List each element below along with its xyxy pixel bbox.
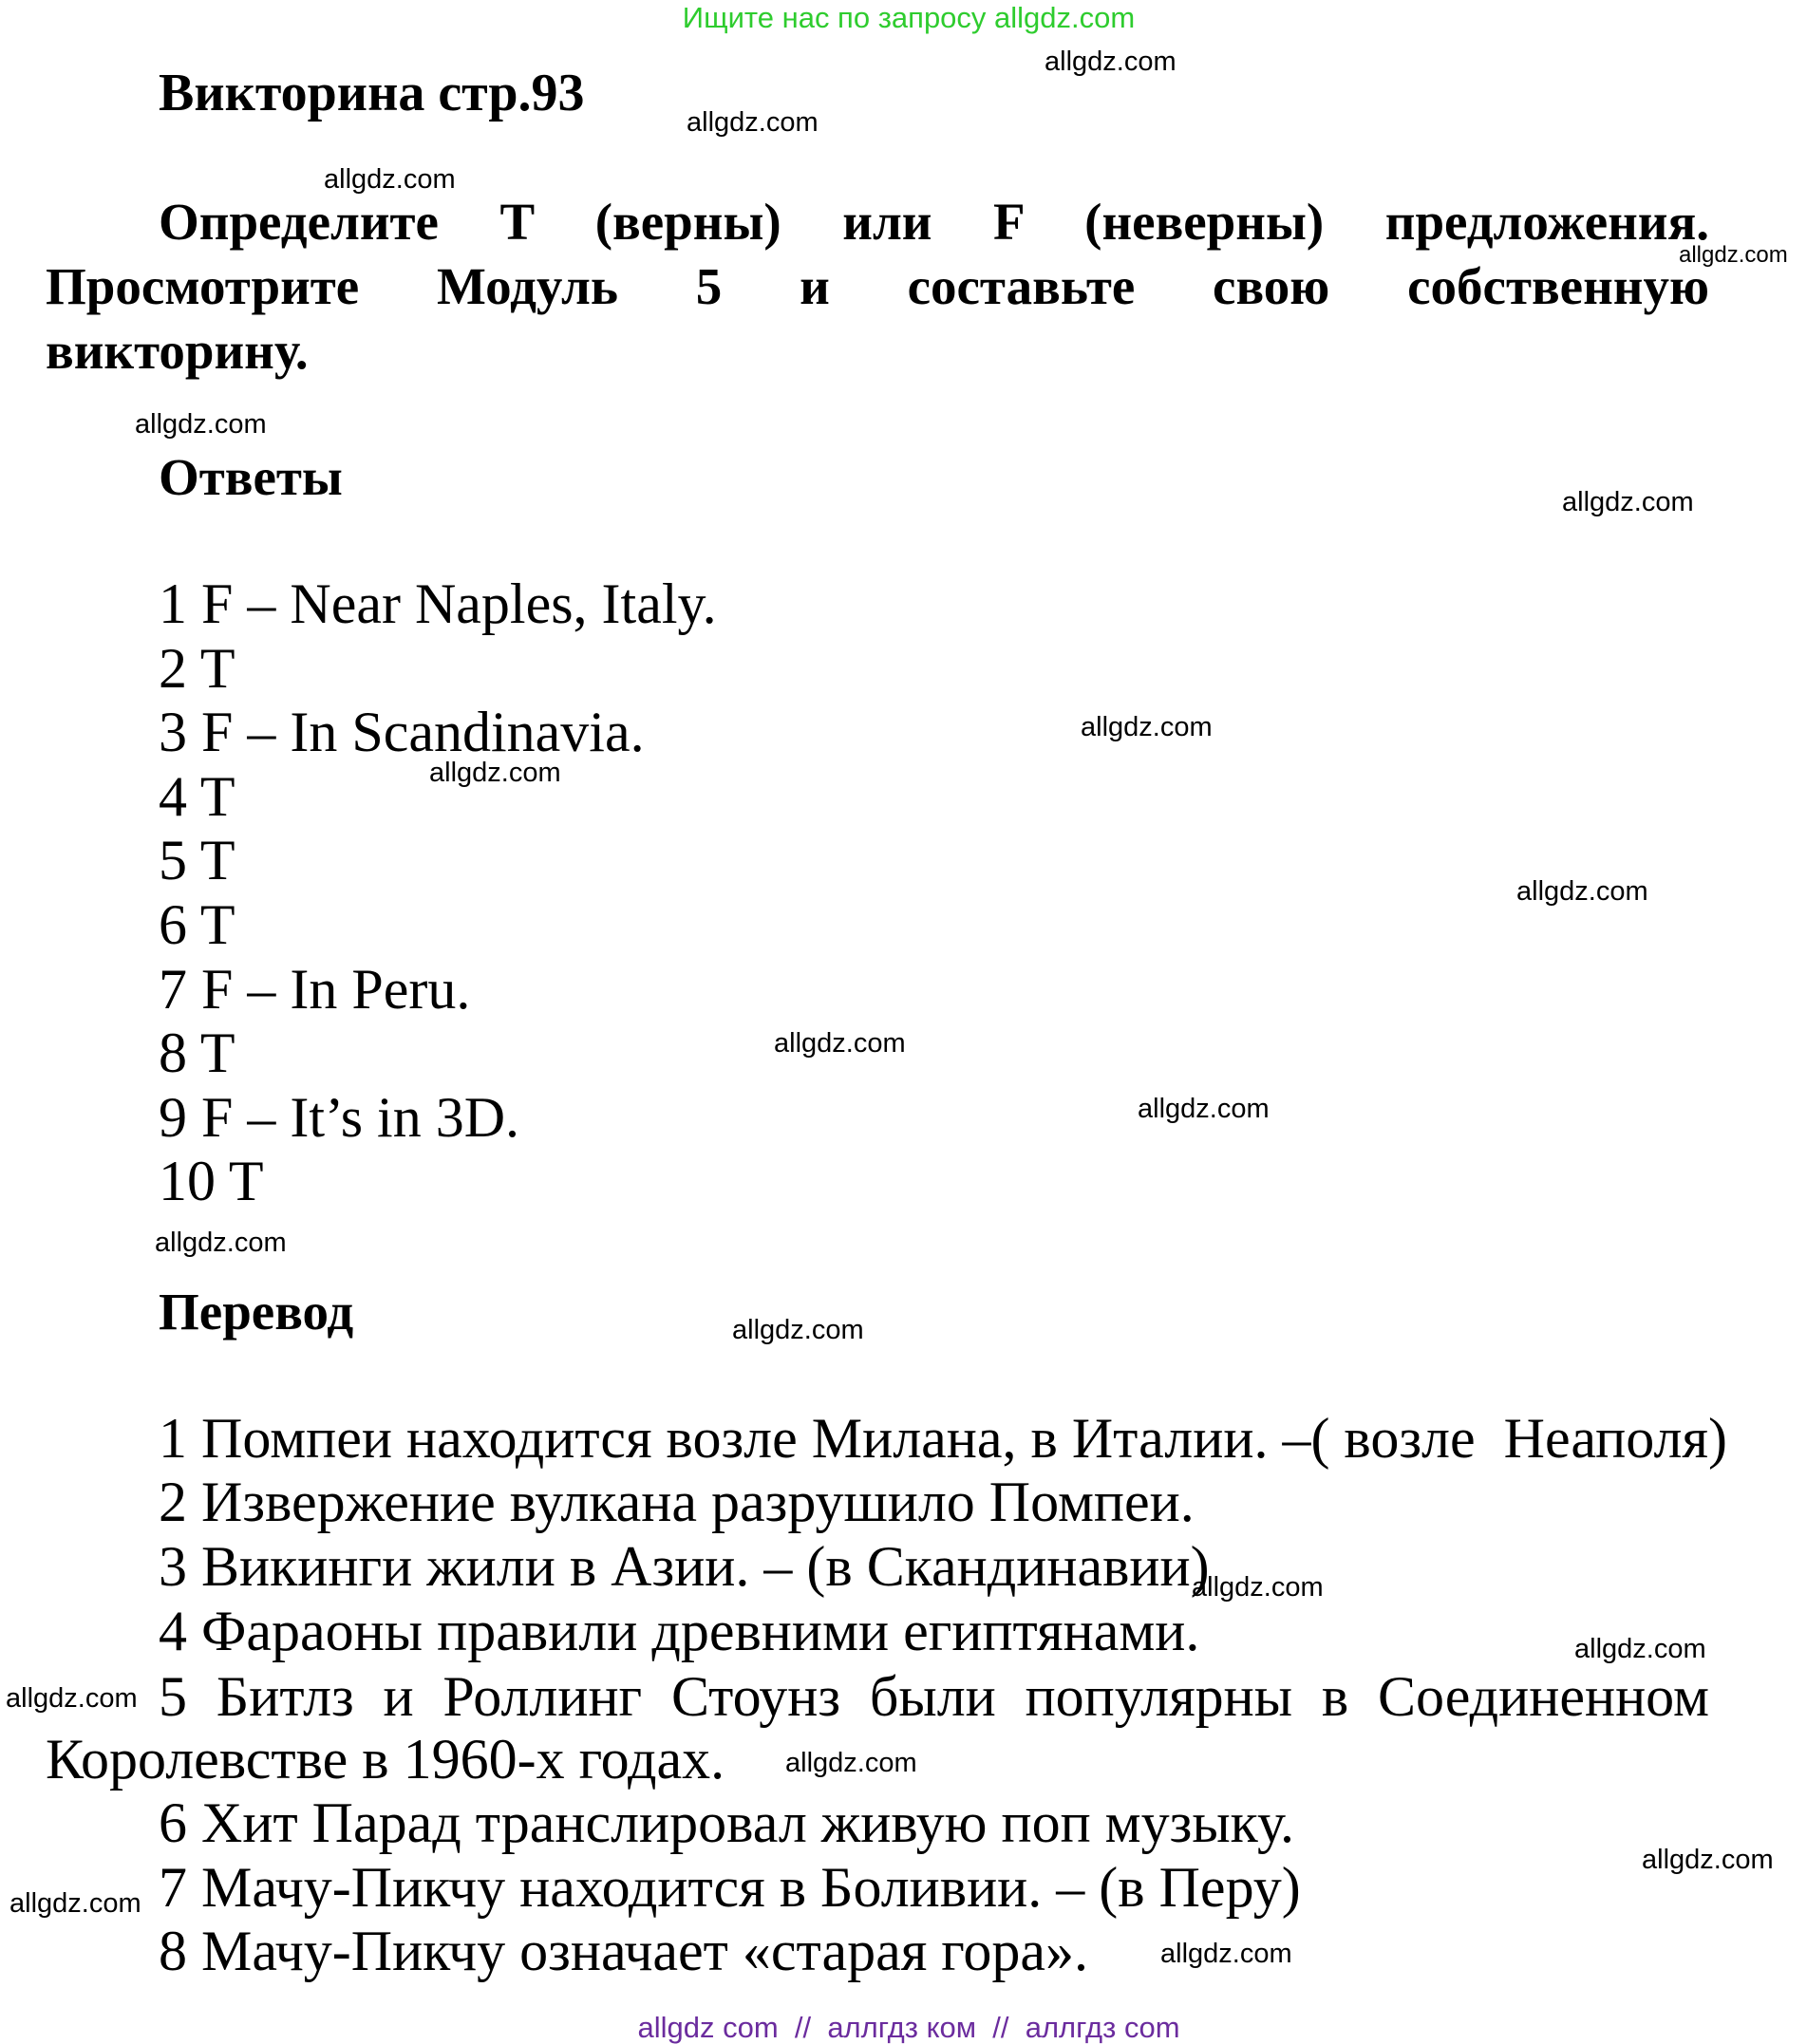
translation-item: 2 Извержение вулкана разрушило Помпеи.: [159, 1471, 1195, 1533]
answer-item: 4 T: [159, 765, 235, 828]
answer-item: 8 T: [159, 1022, 235, 1084]
answer-item: 10 T: [159, 1150, 264, 1212]
answer-item: 6 T: [159, 893, 235, 956]
watermark: allgdz.com: [1574, 1634, 1706, 1664]
instruction-line-2: Просмотрите Модуль 5 и составьте свою собственную: [46, 257, 1709, 315]
translation-item: 7 Мачу-Пикчу находится в Боливии. – (в Перу): [159, 1856, 1301, 1919]
watermark: allgdz.com: [1516, 876, 1648, 907]
translation-item: 6 Хит Парад транслировал живую поп музыку.: [159, 1791, 1294, 1854]
translation-item: 3 Викинги жили в Азии. – (в Скандинавии): [159, 1535, 1210, 1598]
watermark: allgdz.com: [1160, 1939, 1292, 1969]
answer-item: 7 F – In Peru.: [159, 958, 471, 1021]
translation-item: 4 Фараоны правили древними египтянами.: [159, 1600, 1200, 1662]
answers-heading: Ответы: [159, 448, 343, 506]
top-banner-link[interactable]: Ищите нас по запросу allgdz.com: [682, 1, 1136, 34]
watermark: allgdz.com: [155, 1228, 287, 1258]
watermark: allgdz.com: [324, 164, 456, 195]
watermark: allgdz.com: [774, 1028, 906, 1059]
watermark: allgdz.com: [429, 758, 561, 788]
watermark: allgdz.com: [1081, 712, 1213, 742]
watermark: allgdz.com: [9, 1888, 141, 1919]
watermark: allgdz.com: [1562, 487, 1694, 517]
watermark: allgdz.com: [687, 107, 819, 138]
answer-item: 1 F – Near Naples, Italy.: [159, 572, 717, 635]
watermark: allgdz.com: [732, 1315, 864, 1345]
translation-item: 5 Битлз и Роллинг Стоунз были популярны в Соединенном: [159, 1665, 1709, 1728]
translation-heading: Перевод: [159, 1283, 354, 1341]
translation-item-continued: Королевстве в 1960-х годах.: [46, 1728, 725, 1791]
answer-item: 9 F – It’s in 3D.: [159, 1086, 520, 1149]
watermark: allgdz.com: [785, 1748, 917, 1778]
instruction-line-3: викторину.: [46, 322, 309, 380]
answer-item: 3 F – In Scandinavia.: [159, 701, 645, 763]
translation-item: 8 Мачу-Пикчу означает «старая гора».: [159, 1920, 1089, 1982]
watermark: allgdz.com: [135, 409, 267, 440]
watermark: allgdz.com: [1192, 1572, 1324, 1603]
bottom-banner-link[interactable]: allgdz com // аллгдз ком // аллгдз com: [637, 2011, 1180, 2044]
watermark: allgdz.com: [1642, 1845, 1774, 1875]
answer-item: 2 T: [159, 637, 235, 700]
watermark: allgdz.com: [1045, 47, 1176, 77]
page-title: Викторина стр.93: [159, 64, 585, 122]
watermark: allgdz.com: [6, 1683, 138, 1714]
instruction-line-1: Определите T (верны) или F (неверны) предложения.: [159, 193, 1709, 251]
translation-item: 1 Помпеи находится возле Милана, в Италии. –( возле Неаполя): [159, 1407, 1727, 1470]
watermark: allgdz.com: [1138, 1094, 1270, 1124]
answer-item: 5 T: [159, 829, 235, 891]
watermark: allgdz.com: [1679, 242, 1788, 268]
